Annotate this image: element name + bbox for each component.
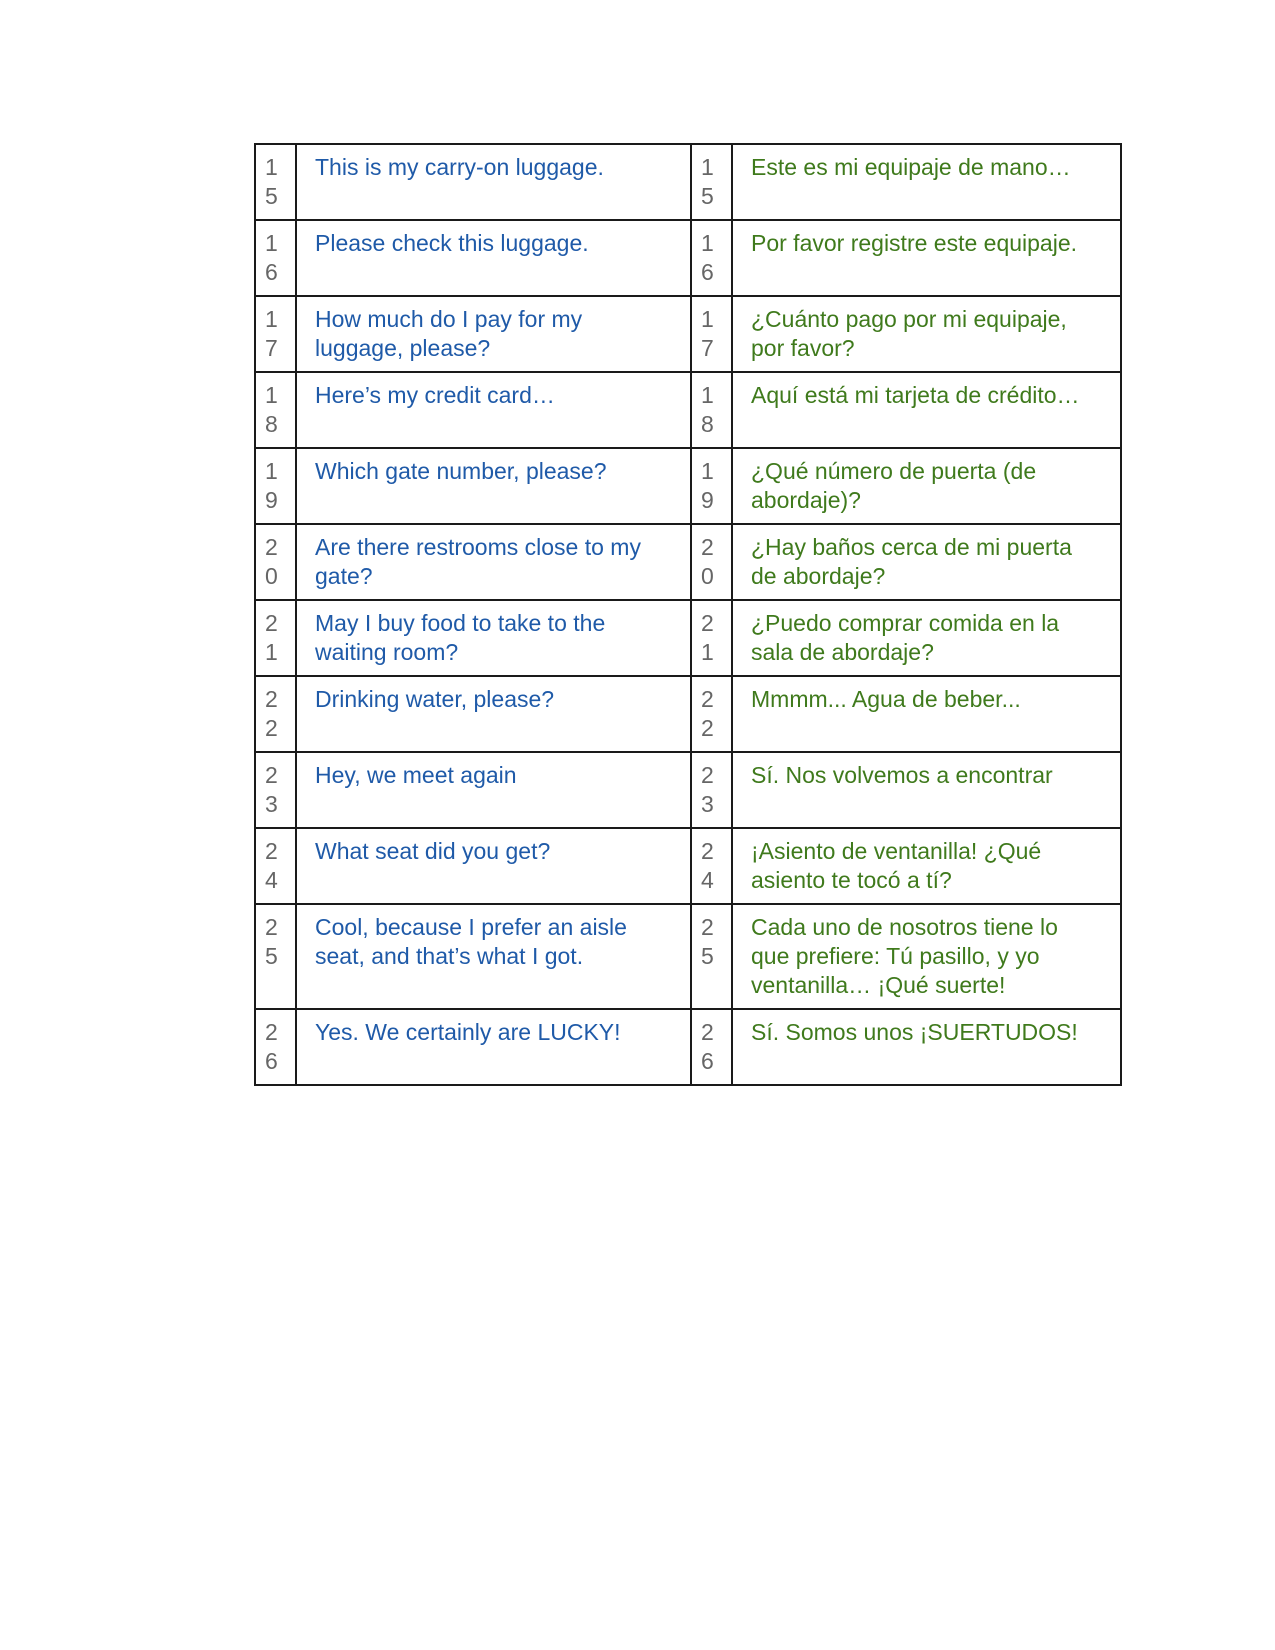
row-number-en: 2 2 xyxy=(255,676,296,752)
spanish-phrase: ¿Puedo comprar comida en la sala de abordaje? xyxy=(732,600,1121,676)
row-number-es: 2 6 xyxy=(691,1009,732,1085)
table-row xyxy=(255,600,1121,676)
table-row xyxy=(255,524,1121,600)
row-number-es: 2 1 xyxy=(691,600,732,676)
row-number-en: 2 1 xyxy=(255,600,296,676)
table-row xyxy=(255,448,1121,524)
english-phrase: What seat did you get? xyxy=(296,828,691,904)
table-row xyxy=(255,372,1121,448)
table-row xyxy=(255,676,1121,752)
row-number-en: 1 8 xyxy=(255,372,296,448)
spanish-phrase: ¡Asiento de ventanilla! ¿Qué asiento te tocó a tí? xyxy=(732,828,1121,904)
table-row xyxy=(255,144,1121,220)
english-phrase: How much do I pay for my luggage, please? xyxy=(296,296,691,372)
row-number-es: 1 8 xyxy=(691,372,732,448)
english-phrase: Please check this luggage. xyxy=(296,220,691,296)
spanish-phrase: Mmmm... Agua de beber... xyxy=(732,676,1121,752)
row-number-es: 1 6 xyxy=(691,220,732,296)
english-phrase: Cool, because I prefer an aisle seat, and that’s what I got. xyxy=(296,904,691,1009)
row-number-en: 1 9 xyxy=(255,448,296,524)
row-number-es: 1 7 xyxy=(691,296,732,372)
row-number-es: 2 2 xyxy=(691,676,732,752)
english-phrase: Yes. We certainly are LUCKY! xyxy=(296,1009,691,1085)
table-row xyxy=(255,828,1121,904)
row-number-en: 2 5 xyxy=(255,904,296,1009)
spanish-phrase: Sí. Nos volvemos a encontrar xyxy=(732,752,1121,828)
english-phrase: Hey, we meet again xyxy=(296,752,691,828)
spanish-phrase: Por favor registre este equipaje. xyxy=(732,220,1121,296)
english-phrase: Here’s my credit card… xyxy=(296,372,691,448)
english-phrase: May I buy food to take to the waiting room? xyxy=(296,600,691,676)
row-number-en: 2 6 xyxy=(255,1009,296,1085)
table-row xyxy=(255,752,1121,828)
row-number-en: 1 6 xyxy=(255,220,296,296)
table-row xyxy=(255,904,1121,1009)
spanish-phrase: ¿Hay baños cerca de mi puerta de abordaje? xyxy=(732,524,1121,600)
english-phrase: Drinking water, please? xyxy=(296,676,691,752)
english-phrase: Which gate number, please? xyxy=(296,448,691,524)
row-number-es: 2 5 xyxy=(691,904,732,1009)
row-number-en: 2 3 xyxy=(255,752,296,828)
row-number-en: 1 7 xyxy=(255,296,296,372)
phrase-table xyxy=(254,143,1122,1086)
row-number-en: 1 5 xyxy=(255,144,296,220)
spanish-phrase: Aquí está mi tarjeta de crédito… xyxy=(732,372,1121,448)
row-number-es: 2 4 xyxy=(691,828,732,904)
english-phrase: This is my carry-on luggage. xyxy=(296,144,691,220)
table-row xyxy=(255,296,1121,372)
spanish-phrase: Cada uno de nosotros tiene lo que prefiere: Tú pasillo, y yo ventanilla… ¡Qué suerte! xyxy=(732,904,1121,1009)
row-number-es: 1 9 xyxy=(691,448,732,524)
table-row xyxy=(255,1009,1121,1085)
english-phrase: Are there restrooms close to my gate? xyxy=(296,524,691,600)
table-row xyxy=(255,220,1121,296)
spanish-phrase: Sí. Somos unos ¡SUERTUDOS! xyxy=(732,1009,1121,1085)
row-number-es: 2 3 xyxy=(691,752,732,828)
spanish-phrase: ¿Cuánto pago por mi equipaje, por favor? xyxy=(732,296,1121,372)
row-number-en: 2 4 xyxy=(255,828,296,904)
spanish-phrase: Este es mi equipaje de mano… xyxy=(732,144,1121,220)
spanish-phrase: ¿Qué número de puerta (de abordaje)? xyxy=(732,448,1121,524)
row-number-es: 2 0 xyxy=(691,524,732,600)
row-number-es: 1 5 xyxy=(691,144,732,220)
row-number-en: 2 0 xyxy=(255,524,296,600)
